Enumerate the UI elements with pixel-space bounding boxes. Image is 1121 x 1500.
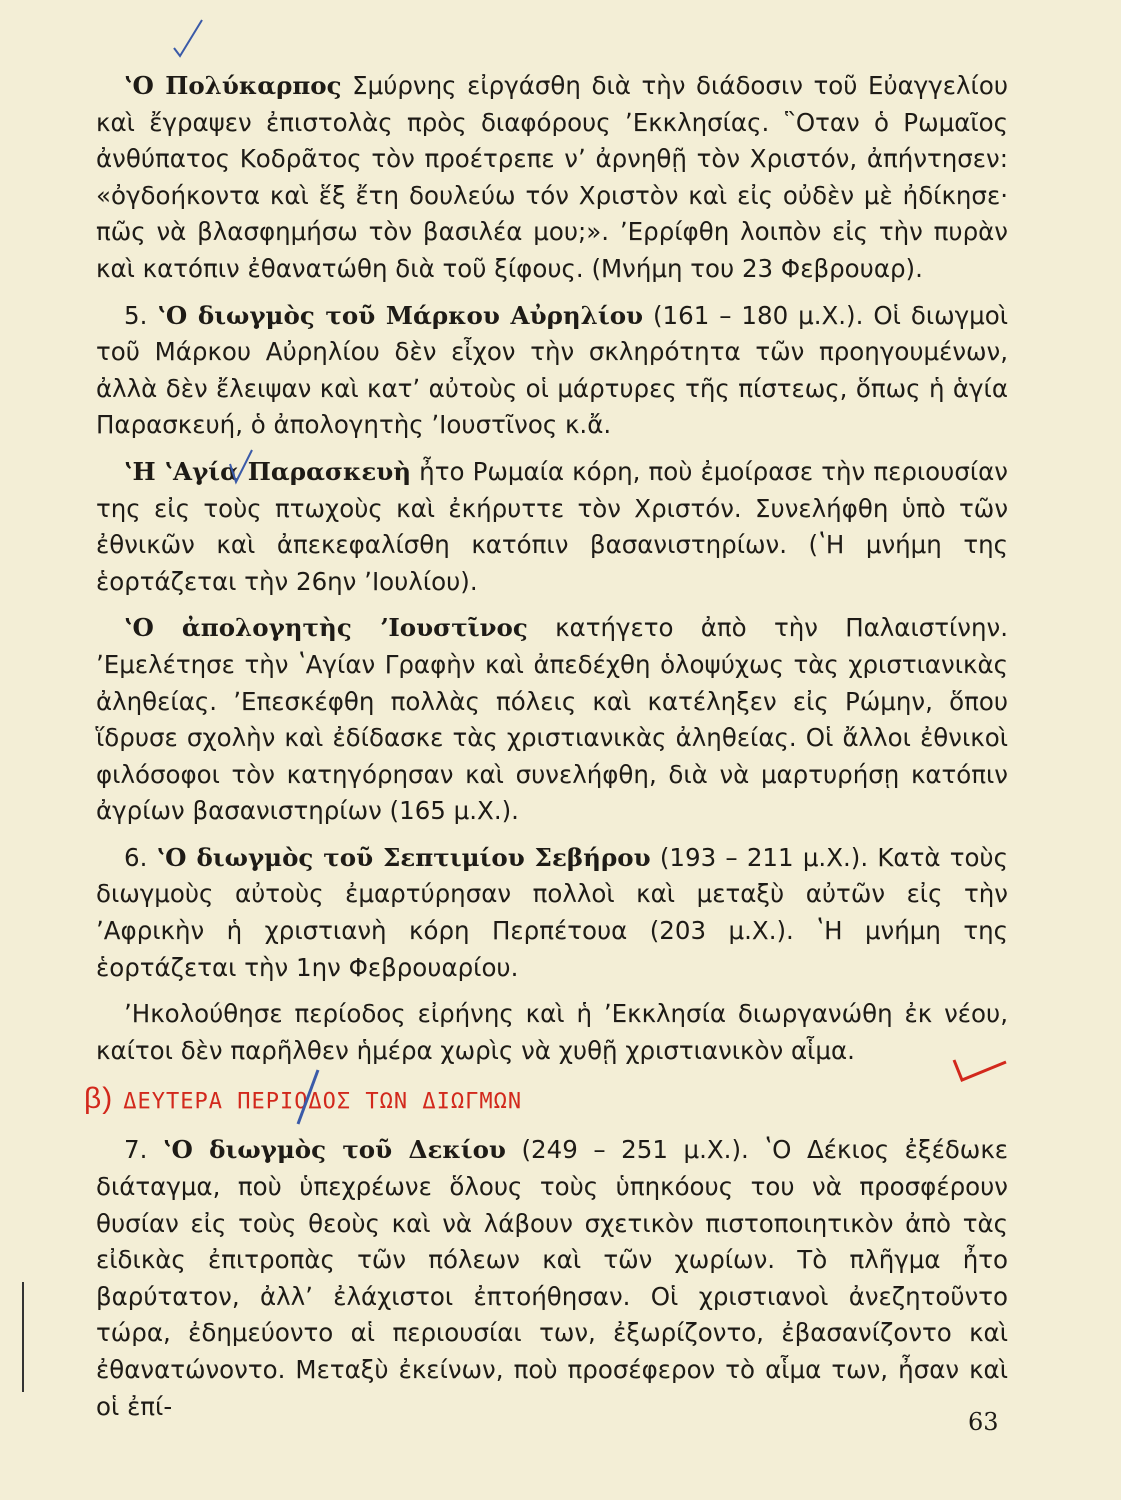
text-peace: ʼΗκολούθησε περίοδος εἰρήνης καὶ ἡ ʼΕκκλησία διωργανώθη ἐκ νέου, καίτοι δὲν παρῆλθεν ἡμέρα χωρὶς νὰ χυθῇ χριστιανικὸν αἷμα. (96, 999, 1008, 1065)
body-text (84, 68, 1009, 1435)
text-5: (161 – 180 μ.Χ.). Οἱ διωγμοὶ τοῦ Μάρκου Αὐρηλίου δὲν εἶχον τὴν σκληρότητα τῶν προηγουμένων, ἀλλὰ δὲν ἔλειψαν καὶ κατʼ αὐτοὺς οἱ μάρτυρες τῆς πίστεως, ὅπως ἡ ἁγία Παρασκευή, ὁ ἀπολογητὴς ʼΙουστῖνος κ.ἄ. (96, 300, 1008, 440)
handwritten-heading-text: ΔΕΥΤΕΡΑ ΠΕΡΙΟΔΟΣ ΤΩΝ ΔΙΩΓΜΩΝ (123, 1089, 523, 1115)
handwritten-beta: β) (84, 1082, 114, 1116)
handwritten-section-heading (84, 1079, 1008, 1122)
pen-tick-paraskevi-icon (226, 448, 256, 488)
text-paraskevi: ἦτο Ρωμαία κόρη, ποὺ ἐμοίρασε τὴν περιουσίαν της εἰς τοὺς πτωχοὺς καὶ ἐκήρυττε τὸν Χριστόν. Συνελήφθη ὑπὸ τῶν ἐθνικῶν καὶ ἀπεκεφαλίσθη κατόπιν βασανιστηρίων. (ʽΗ μνήμη της ἑορτάζεται τὴν 26ην ʼΙουλίου). (96, 456, 1008, 596)
number-5: 5. (124, 300, 158, 330)
heading-paraskevi: ʽΗ ʽΑγία Παρασκευὴ (124, 456, 412, 486)
heading-decius: ʽΟ διωγμὸς τοῦ Δεκίου (162, 1135, 506, 1165)
pen-tick-top-icon (168, 18, 208, 58)
heading-septimius-severus: ʽΟ διωγμὸς τοῦ Σεπτιμίου Σεβήρου (156, 842, 651, 872)
pen-tick-red-icon (950, 1052, 1010, 1086)
margin-bracket-line (22, 1282, 24, 1392)
heading-marcus-aurelius: ʽΟ διωγμὸς τοῦ Μάρκου Αὐρηλίου (157, 300, 644, 330)
number-6: 6. (124, 842, 157, 872)
paragraph-polycarp (96, 68, 1008, 288)
heading-polycarp: ʽΟ Πολύκαρπος (124, 71, 342, 100)
text-polycarp: Σμύρνης εἰργάσθη διὰ τὴν διάδοσιν τοῦ Εὐαγγελίου καὶ ἔγραψεν ἐπιστολὰς πρὸς διαφόρους ʼΕκκλησίας. ῝Οταν ὁ Ρωμαῖος ἀνθύπατος Κοδρᾶτος τὸν προέτρεπε νʼ ἀρνηθῇ τὸν Χριστόν, ἀπήντησεν: «ὀγδοήκοντα καὶ ἕξ ἔτη δουλεύω τόν Χριστὸν καὶ εἰς οὐδὲν μὲ ἠδίκησε· πῶς νὰ βλασφημήσω τὸν βασιλέα μου;». ʼΕρρίφθη λοιπὸν εἰς τὴν πυρὰν καὶ κατόπιν ἐθανατώθη διὰ τοῦ ξίφους. (Μνήμη του 23 Φεβρουαρ). (96, 71, 1009, 283)
paragraph-5 (96, 298, 1008, 444)
paragraph-7 (96, 1132, 1008, 1425)
number-7: 7. (124, 1135, 163, 1165)
page-number: 63 (968, 1408, 999, 1436)
pen-stroke-blue-icon (292, 1068, 322, 1128)
text-6: (193 – 211 μ.Χ.). Κατὰ τοὺς διωγμοὺς αὐτοὺς ἐμαρτύρησαν πολλοὶ καὶ μεταξὺ αὐτῶν εἰς τὴν ʼΑφρικὴν ἡ χριστιανὴ κόρη Περπέτουα (203 μ.Χ.). ʽΗ μνήμη της ἑορτάζεται τὴν 1ην Φεβρουαρίου. (96, 842, 1008, 982)
paragraph-6 (96, 840, 1008, 986)
heading-justin: ʽΟ ἀπολογητὴς ʼΙουστῖνος (124, 613, 528, 643)
paragraph-justin (96, 610, 1008, 830)
text-7: (249 – 251 μ.Χ.). ʽΟ Δέκιος ἐξέδωκε διάταγμα, ποὺ ὑπεχρέωνε ὅλους τοὺς ὑπηκόους του νὰ προσφέρουν θυσίαν εἰς τοὺς θεοὺς καὶ νὰ λάβουν σχετικὸν πιστοποιητικὸν ἀπὸ τὰς εἰδικὰς ἐπιτροπὰς τῶν πόλεων καὶ τῶν χωρίων. Τὸ πλῆγμα ἦτο βαρύτατον, ἀλλʼ ἐλάχιστοι ἐπτοήθησαν. Οἱ χριστιανοὶ ἀνεζητοῦντο τώρα, ἐδημεύοντο αἱ περιουσίαι των, ἐξωρίζοντο, ἐβασανίζοντο καὶ ἐθανατώνοντο. Μεταξὺ ἐκείνων, ποὺ προσέφερον τὸ αἷμα των, ἦσαν καὶ οἱ ἐπί- (96, 1135, 1009, 1421)
text-justin: κατήγετο ἀπὸ τὴν Παλαιστίνην. ʼΕμελέτησε τὴν ʽΑγίαν Γραφὴν καὶ ἀπεδέχθη ὁλοψύχως τὰς χριστιανικὰς ἀληθείας. ʼΕπεσκέφθη πολλὰς πόλεις καὶ κατέληξεν εἰς Ρώμην, ὅπου ἵδρυσε σχολὴν καὶ ἐδίδασκε τὰς χριστιανικὰς ἀληθείας. Οἱ ἄλλοι ἐθνικοὶ φιλόσοφοι τὸν κατηγόρησαν καὶ συνελήφθη, διὰ νὰ μαρτυρήσῃ κατόπιν ἀγρίων βασανιστηρίων (165 μ.Χ.). (96, 613, 1008, 826)
paragraph-peace (96, 996, 1008, 1069)
